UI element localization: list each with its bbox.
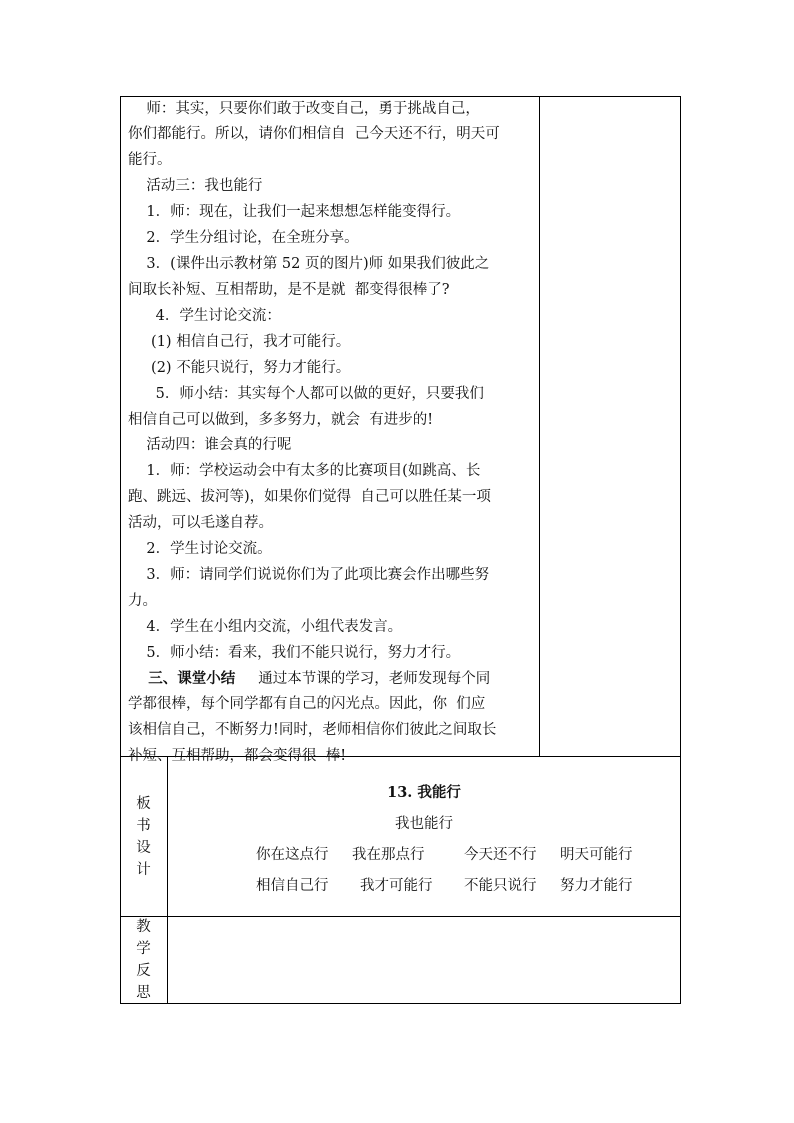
text-line: 1．师：现在，让我们一起来想想怎样能变得行。	[128, 204, 461, 220]
section-text: 通过本节课的学习，老师发现每个同	[235, 671, 491, 687]
board-cell: 你在这点行	[256, 847, 329, 863]
board-cell: 我才可能行	[360, 878, 433, 894]
reflection-label-char: 教	[136, 919, 151, 935]
text-line: 4．学生在小组内交流，小组代表发言。	[128, 619, 403, 635]
text-line: 活动三：我也能行	[128, 178, 263, 194]
text-line: 力。	[128, 593, 157, 609]
board-row-2	[168, 874, 680, 894]
reflection-label-char: 反	[136, 963, 151, 979]
text-line: 4．学生讨论交流：	[128, 308, 281, 324]
text-line: 补短、互相帮助，都会变得很 棒!	[128, 748, 347, 764]
text-line: 1．师：学校运动会中有太多的比赛项目(如跳高、长	[128, 463, 481, 479]
text-line: 跑、跳远、拔河等)，如果你们觉得 自己可以胜任某一项	[128, 489, 491, 505]
reflection-label-char: 学	[136, 941, 151, 957]
text-line: 5．师小结：看来，我们不能只说行，努力才行。	[128, 645, 461, 661]
board-cell: 相信自己行	[256, 878, 329, 894]
section-heading: 三、课堂小结	[128, 670, 236, 687]
text-line: 间取长补短、互相帮助，是不是就 都变得很棒了?	[128, 282, 450, 298]
board-subtitle: 我也能行	[395, 816, 453, 832]
text-line: 活动四：谁会真的行呢	[128, 437, 292, 453]
board-cell: 努力才能行	[560, 878, 633, 894]
text-line	[128, 670, 490, 688]
text-line: 5．师小结：其实每个人都可以做的更好，只要我们	[128, 386, 484, 402]
text-line: 2．学生分组讨论，在全班分享。	[128, 230, 359, 246]
text-line: 该相信自己，不断努力!同时，老师相信你们彼此之间取长	[128, 722, 497, 738]
board-label-char: 板	[136, 796, 151, 812]
text-line: 师：其实，只要你们敢于改变自己，勇于挑战自己，	[128, 101, 480, 117]
text-line: (1) 相信自己行，我才可能行。	[128, 334, 351, 350]
text-line: 3．(课件出示教材第 52 页的图片)师 如果我们彼此之	[128, 256, 490, 272]
board-label-char: 设	[136, 840, 151, 856]
board-label-char: 计	[136, 862, 151, 878]
table-divider-right-column	[539, 96, 540, 756]
text-line: 相信自己可以做到，多多努力，就会 有进步的!	[128, 412, 434, 428]
board-design-label	[120, 793, 167, 881]
board-label-char: 书	[136, 818, 151, 834]
text-line: (2) 不能只说行，努力才能行。	[128, 360, 351, 376]
table-divider-reflection-top	[120, 916, 681, 917]
text-line: 活动，可以毛遂自荐。	[128, 515, 273, 531]
board-cell: 不能只说行	[464, 878, 537, 894]
board-cell: 我在那点行	[352, 847, 425, 863]
text-line: 2．学生讨论交流。	[128, 541, 272, 557]
board-cell: 今天还不行	[464, 847, 537, 863]
text-line: 3．师：请同学们说说你们为了此项比赛会作出哪些努	[128, 567, 490, 583]
board-row-1	[168, 843, 680, 863]
text-line: 学都很棒，每个同学都有自己的闪光点。因此，你 们应	[128, 696, 486, 712]
text-line: 能行。	[128, 152, 172, 168]
teaching-reflection-label	[120, 916, 167, 1004]
reflection-label-char: 思	[136, 985, 151, 1001]
board-title: 13. 我能行	[387, 784, 461, 801]
board-cell: 明天可能行	[560, 847, 633, 863]
text-line: 你们都能行。所以，请你们相信自 己今天还不行，明天可	[128, 126, 500, 142]
